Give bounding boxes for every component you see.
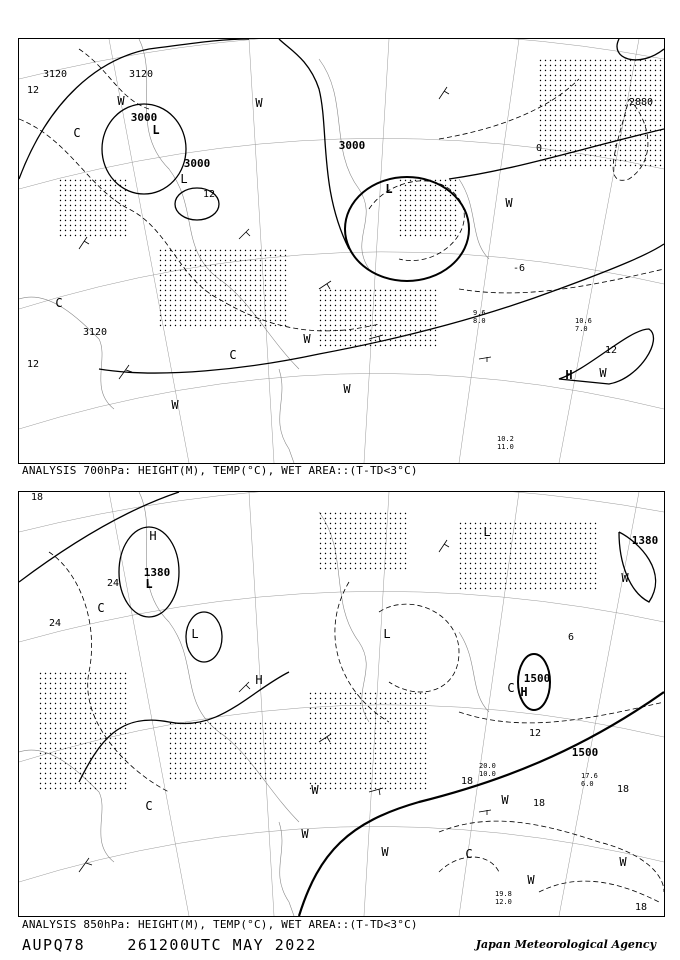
temp-label: 24 xyxy=(106,578,120,589)
warm-center: W xyxy=(599,366,607,380)
station-value: 9.6 xyxy=(473,309,486,317)
low-center: L xyxy=(145,577,153,591)
temp-label: 12 xyxy=(26,85,40,96)
temp-label: 24 xyxy=(48,618,62,629)
station-value: 7.0 xyxy=(575,325,588,333)
temp-label: 18 xyxy=(634,902,648,913)
wet-areas xyxy=(39,512,599,792)
station-value: 19.8 xyxy=(495,890,512,898)
height-label-group xyxy=(131,111,366,170)
caption-850hpa: ANALYSIS 850hPa: HEIGHT(M), TEMP(°C), WET AREA::(T-TD<3°C) xyxy=(22,918,418,931)
wind-barbs xyxy=(79,540,491,872)
temp-label: 12 xyxy=(528,728,542,739)
high-center: H xyxy=(565,368,573,382)
map-850hpa-svg xyxy=(19,492,664,916)
height-label: 3000 xyxy=(130,111,158,124)
station-value: 10.6 xyxy=(575,317,592,325)
warm-center: W xyxy=(171,398,179,412)
warm-center: W xyxy=(255,96,263,110)
warm-center: W xyxy=(343,382,351,396)
warm-center: W xyxy=(505,196,513,210)
temp-label: 18 xyxy=(616,784,630,795)
cold-center: C xyxy=(97,601,105,615)
height-label: 3120 xyxy=(42,69,68,80)
analysis-700hpa-map xyxy=(18,38,665,464)
low-center: L xyxy=(152,123,160,137)
low-center: L xyxy=(385,182,393,196)
station-value: 11.0 xyxy=(497,443,514,451)
high-center: H xyxy=(520,685,528,699)
cold-center: C xyxy=(55,296,63,310)
station-value: 8.0 xyxy=(473,317,486,325)
temp-label: 12 xyxy=(202,189,216,200)
map-700hpa-svg xyxy=(19,39,664,463)
issuing-agency: Japan Meteorological Agency xyxy=(475,938,656,951)
temp-label: 18 xyxy=(460,776,474,787)
cold-center: C xyxy=(145,799,153,813)
low-center: L xyxy=(180,172,188,186)
temp-label: -6 xyxy=(512,263,526,274)
warm-center: W xyxy=(501,793,509,807)
height-label: 1380 xyxy=(143,566,171,579)
warm-center: W xyxy=(311,783,319,797)
high-center: H xyxy=(149,529,157,543)
temp-label: 18 xyxy=(532,798,546,809)
warm-center: W xyxy=(621,571,629,585)
temp-label: 12 xyxy=(604,345,618,356)
low-center: L xyxy=(191,627,199,641)
height-label: 1380 xyxy=(631,534,659,547)
high-center: H xyxy=(255,673,263,687)
station-value: 20.0 xyxy=(479,762,496,770)
station-value: 10.2 xyxy=(497,435,514,443)
analysis-datetime: 261200UTC MAY 2022 xyxy=(127,936,317,954)
warm-center: W xyxy=(619,855,627,869)
caption-700hpa: ANALYSIS 700hPa: HEIGHT(M), TEMP(°C), WET AREA::(T-TD<3°C) xyxy=(22,464,418,477)
cold-center: C xyxy=(507,681,515,695)
warm-center: W xyxy=(527,873,535,887)
low-center: L xyxy=(483,525,491,539)
warm-center: W xyxy=(303,332,311,346)
height-label: 3120 xyxy=(128,69,154,80)
height-label: 1500 xyxy=(571,746,599,759)
station-value: 17.6 xyxy=(581,772,598,780)
cold-center: C xyxy=(465,847,473,861)
cold-center: C xyxy=(73,126,81,140)
station-value: 6.0 xyxy=(581,780,594,788)
height-label: 3000 xyxy=(338,139,366,152)
height-label: 1500 xyxy=(523,672,551,685)
warm-center: W xyxy=(301,827,309,841)
chart-identifier xyxy=(22,936,317,954)
bulletin-code: AUPQ78 xyxy=(22,936,86,954)
warm-center: W xyxy=(381,845,389,859)
warm-center: W xyxy=(117,94,125,108)
temp-label: 18 xyxy=(30,492,44,503)
temp-label: 12 xyxy=(26,359,40,370)
station-plot-group xyxy=(479,762,598,906)
station-value: 12.0 xyxy=(495,898,512,906)
station-value: 10.0 xyxy=(479,770,496,778)
height-label: 2880 xyxy=(628,97,654,108)
height-label: 3120 xyxy=(82,327,108,338)
temp-label: 6 xyxy=(567,632,575,643)
cold-center: C xyxy=(229,348,237,362)
low-center: L xyxy=(383,627,391,641)
wet-areas xyxy=(59,59,664,349)
height-label: 3000 xyxy=(183,157,211,170)
temp-label: 0 xyxy=(535,143,543,154)
analysis-850hpa-map xyxy=(18,491,665,917)
